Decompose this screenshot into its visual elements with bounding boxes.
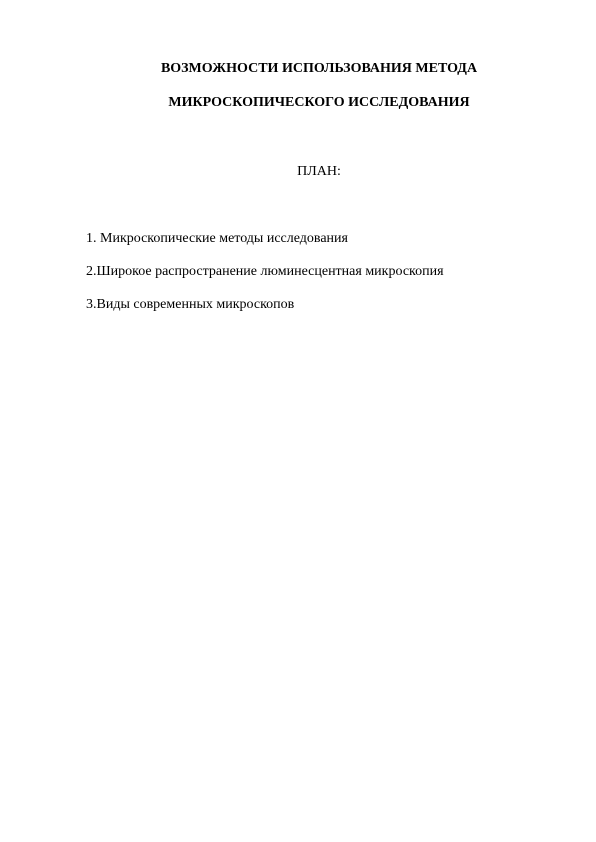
plan-heading: ПЛАН:	[297, 164, 341, 179]
document-title-line-2: МИКРОСКОПИЧЕСКОГО ИССЛЕДОВАНИЯ	[168, 95, 470, 110]
plan-item-3: 3.Виды современных микроскопов	[86, 297, 295, 312]
plan-list	[86, 231, 444, 330]
plan-item-1: 1. Микроскопические методы исследования	[86, 231, 348, 246]
plan-item-2: 2.Широкое распространение люминесцентная микроскопия	[86, 264, 444, 279]
document-title-line-1: ВОЗМОЖНОСТИ ИСПОЛЬЗОВАНИЯ МЕТОДА	[160, 61, 478, 76]
